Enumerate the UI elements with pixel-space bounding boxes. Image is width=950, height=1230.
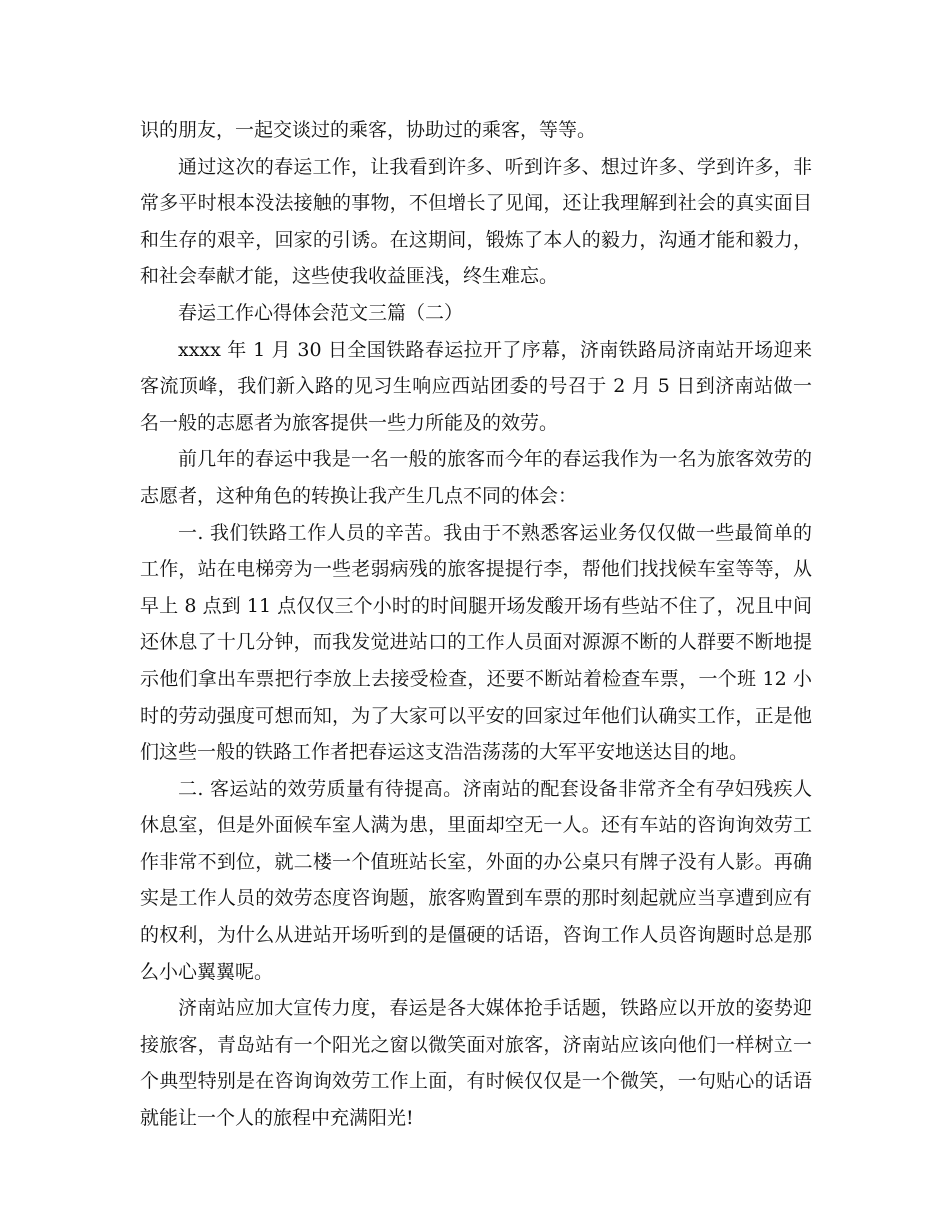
paragraph-reflection: 通过这次的春运工作，让我看到许多、听到许多、想过许多、学到许多，非常多平时根本没法接触的事物，不但增长了见闻，还让我理解到社会的真实面目和生存的艰辛，回家的引诱。在这期间，锻炼了本人的毅力，沟通才能和毅力，和社会奉献才能，这些使我收益匪浅，终生难忘。	[140, 155, 812, 288]
paragraph-role-change: 前几年的春运中我是一名一般的旅客而今年的春运我作为一名为旅客效劳的志愿者，这种角色的转换让我产生几点不同的体会：	[140, 448, 812, 507]
document-body	[140, 112, 812, 1137]
paragraph-continuation: 识的朋友，一起交谈过的乘客，协助过的乘客，等等。	[140, 119, 597, 141]
paragraph-point-two: 二. 客运站的效劳质量有待提高。济南站的配套设备非常齐全有孕妇残疾人休息室，但是外面候车室人满为患，里面却空无一人。还有车站的咨询询效劳工作非常不到位，就二楼一个值班站长室，外面的办公桌只有牌子没有人影。再确实是工作人员的效劳态度咨询题，旅客购置到车票的那时刻起就应当享遭到应有的权利，为什么从进站开场听到的是僵硬的话语，咨询工作人员咨询题时总是那么小心翼翼呢。	[140, 777, 812, 983]
paragraph-point-one: 一. 我们铁路工作人员的辛苦。我由于不熟悉客运业务仅仅做一些最简单的工作，站在电梯旁为一些老弱病残的旅客提提行李，帮他们找找候车室等等，从早上 8 点到 11 点仅仅三个小时的时间腿开场发酸开场有些站不住了，况且中间还休息了十几分钟，而我发觉进站口的工作人员面对源源不断的人群要不断地提示他们拿出车票把行李放上去接受检查，还要不断站着检查车票，一个班 12 小时的劳动强度可想而知，为了大家可以平安的回家过年他们认确实工作，正是他们这些一般的铁路工作者把春运这支浩浩荡荡的大军平安地送达目的地。	[140, 521, 812, 764]
section-heading: 春运工作心得体会范文三篇（二）	[178, 301, 464, 324]
paragraph-suggestion: 济南站应加大宣传力度，春运是各大媒体抢手话题，铁路应以开放的姿势迎接旅客，青岛站有一个阳光之窗以微笑面对旅客，济南站应该向他们一样树立一个典型特别是在咨询询效劳工作上面，有时候仅仅是一个微笑，一句贴心的话语就能让一个人的旅程中充满阳光!	[140, 997, 812, 1130]
paragraph-intro: xxxx 年 1 月 30 日全国铁路春运拉开了序幕，济南铁路局济南站开场迎来客流顶峰，我们新入路的见习生响应西站团委的号召于 2 月 5 日到济南站做一名一般的志愿者为旅客提供一些力所能及的效劳。	[140, 338, 812, 434]
